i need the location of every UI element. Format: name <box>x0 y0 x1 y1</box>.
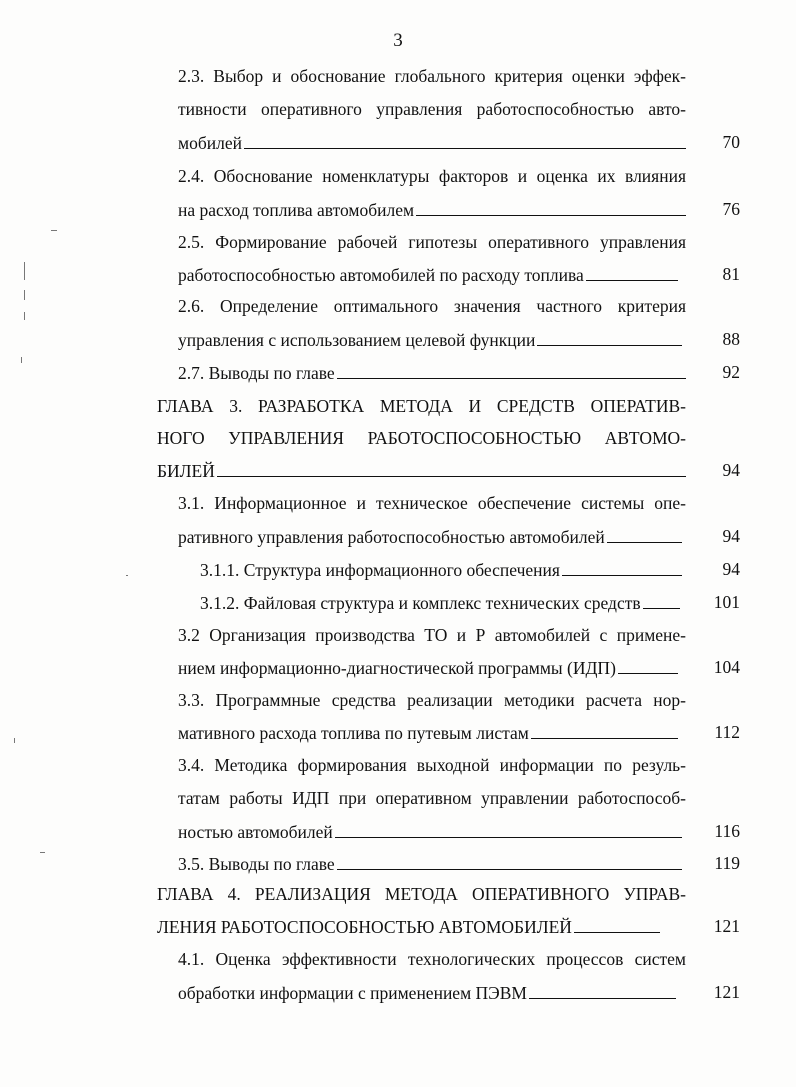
toc-entry-3-1-2-line-1 <box>200 586 680 618</box>
toc-entry-3-3-line-2 <box>178 716 678 748</box>
toc-chapter-3-line-3 <box>157 454 686 486</box>
toc-entry-text: мобилей <box>178 133 242 153</box>
toc-entry-2-4-line-1: 2.4. Обоснование номенклатуры факторов и оценка их влияния <box>178 166 686 186</box>
toc-entry-text: 3.5. Выводы по главе <box>178 854 335 874</box>
page-number: 3 <box>393 30 403 51</box>
scan-artifact <box>126 575 128 576</box>
toc-page-2-4: 76 <box>722 199 740 219</box>
toc-entry-2-7-line-1 <box>178 356 686 388</box>
toc-page-3-1-2: 101 <box>713 592 740 612</box>
toc-page-3-4: 116 <box>714 821 740 841</box>
toc-page-2-6: 88 <box>722 329 740 349</box>
leader-line <box>562 553 682 576</box>
toc-page-ch4: 121 <box>713 916 740 936</box>
toc-entry-text: 3.1.2. Файловая структура и комплекс технических средств <box>200 593 641 613</box>
toc-entry-3-2-line-2 <box>178 651 678 683</box>
toc-entry-text: ностью автомобилей <box>178 822 333 842</box>
toc-entry-2-5-line-1: 2.5. Формирование рабочей гипотезы оперативного управления <box>178 232 686 252</box>
toc-page-ch3: 94 <box>722 460 740 480</box>
toc-page-3-2: 104 <box>713 657 740 677</box>
scan-artifact <box>51 230 57 231</box>
toc-entry-text: ративного управления работоспособностью автомобилей <box>178 527 605 547</box>
toc-entry-2-3-line-3 <box>178 126 686 158</box>
toc-entry-2-4-line-2 <box>178 193 686 225</box>
toc-entry-4-1-line-2 <box>178 976 676 1008</box>
toc-entry-2-5-line-2 <box>178 258 678 290</box>
toc-entry-text: 3.1.1. Структура информационного обеспечения <box>200 560 560 580</box>
toc-entry-text: нием информационно-диагностической программы (ИДП) <box>178 658 616 678</box>
toc-page-2-7: 92 <box>722 362 740 382</box>
leader-line <box>529 976 676 999</box>
leader-line <box>335 815 682 838</box>
toc-page-4-1: 121 <box>713 982 740 1002</box>
leader-line <box>618 651 678 674</box>
toc-chapter-3-line-1: ГЛАВА 3. РАЗРАБОТКА МЕТОДА И СРЕДСТВ ОПЕРАТИВ- <box>157 396 686 416</box>
toc-entry-2-3-line-2: тивности оперативного управления работоспособностью авто- <box>178 99 686 119</box>
toc-entry-3-1-line-2 <box>178 520 682 552</box>
scan-artifact <box>24 312 25 320</box>
leader-line <box>574 910 660 933</box>
scan-artifact <box>14 738 15 743</box>
leader-line <box>337 847 682 870</box>
toc-entry-text: работоспособностью автомобилей по расходу топлива <box>178 265 584 285</box>
toc-entry-text: на расход топлива автомобилем <box>178 200 415 220</box>
toc-entry-2-6-line-2 <box>178 323 682 355</box>
toc-entry-4-1-line-1: 4.1. Оценка эффективности технологических процессов систем <box>178 949 686 969</box>
scan-artifact <box>40 852 45 853</box>
toc-entry-3-2-line-1: 3.2 Организация производства ТО и Р автомобилей с примене- <box>178 625 686 645</box>
toc-page-2-3: 70 <box>722 132 740 152</box>
toc-entry-3-4-line-2: татам работы ИДП при оперативном управлении работоспособ- <box>178 788 686 808</box>
leader-line <box>416 193 686 216</box>
toc-entry-text: обработки информации с применением ПЭВМ <box>178 983 527 1003</box>
leader-line <box>586 258 678 281</box>
toc-entry-2-3-line-1: 2.3. Выбор и обоснование глобального критерия оценки эффек- <box>178 66 686 86</box>
toc-entry-3-5-line-1 <box>178 847 682 879</box>
toc-entry-3-1-1-line-1 <box>200 553 682 585</box>
leader-line <box>537 323 682 346</box>
leader-line <box>244 126 686 149</box>
toc-entry-text: управления с использованием целевой функции <box>178 330 536 350</box>
toc-entry-2-6-line-1: 2.6. Определение оптимального значения частного критерия <box>178 296 686 316</box>
toc-chapter-4-line-2 <box>157 910 660 942</box>
toc-page-2-5: 81 <box>722 264 740 284</box>
toc-page-3-1: 94 <box>722 526 740 546</box>
toc-entry-3-4-line-3 <box>178 815 682 847</box>
scan-artifact <box>21 357 22 363</box>
scan-artifact <box>24 290 25 300</box>
scan-artifact <box>24 262 25 280</box>
toc-entry-3-4-line-1: 3.4. Методика формирования выходной информации по резуль- <box>178 755 686 775</box>
toc-page-3-1-1: 94 <box>722 559 740 579</box>
toc-entry-3-1-line-1: 3.1. Информационное и техническое обеспечение системы опе- <box>178 493 686 513</box>
leader-line <box>531 716 678 739</box>
toc-page-3-5: 119 <box>714 853 740 873</box>
toc-entry-3-3-line-1: 3.3. Программные средства реализации методики расчета нор- <box>178 690 686 710</box>
toc-entry-text: мативного расхода топлива по путевым листам <box>178 723 529 743</box>
toc-chapter-4-line-1: ГЛАВА 4. РЕАЛИЗАЦИЯ МЕТОДА ОПЕРАТИВНОГО УПРАВ- <box>157 884 686 904</box>
toc-entry-text: БИЛЕЙ <box>157 461 215 481</box>
leader-line <box>217 454 686 477</box>
toc-entry-text: 2.7. Выводы по главе <box>178 363 335 383</box>
toc-page-3-3: 112 <box>714 722 740 742</box>
toc-chapter-3-line-2: НОГО УПРАВЛЕНИЯ РАБОТОСПОСОБНОСТЬЮ АВТОМО- <box>157 428 686 448</box>
leader-line <box>337 356 686 379</box>
toc-entry-text: ЛЕНИЯ РАБОТОСПОСОБНОСТЬЮ АВТОМОБИЛЕЙ <box>157 917 572 937</box>
